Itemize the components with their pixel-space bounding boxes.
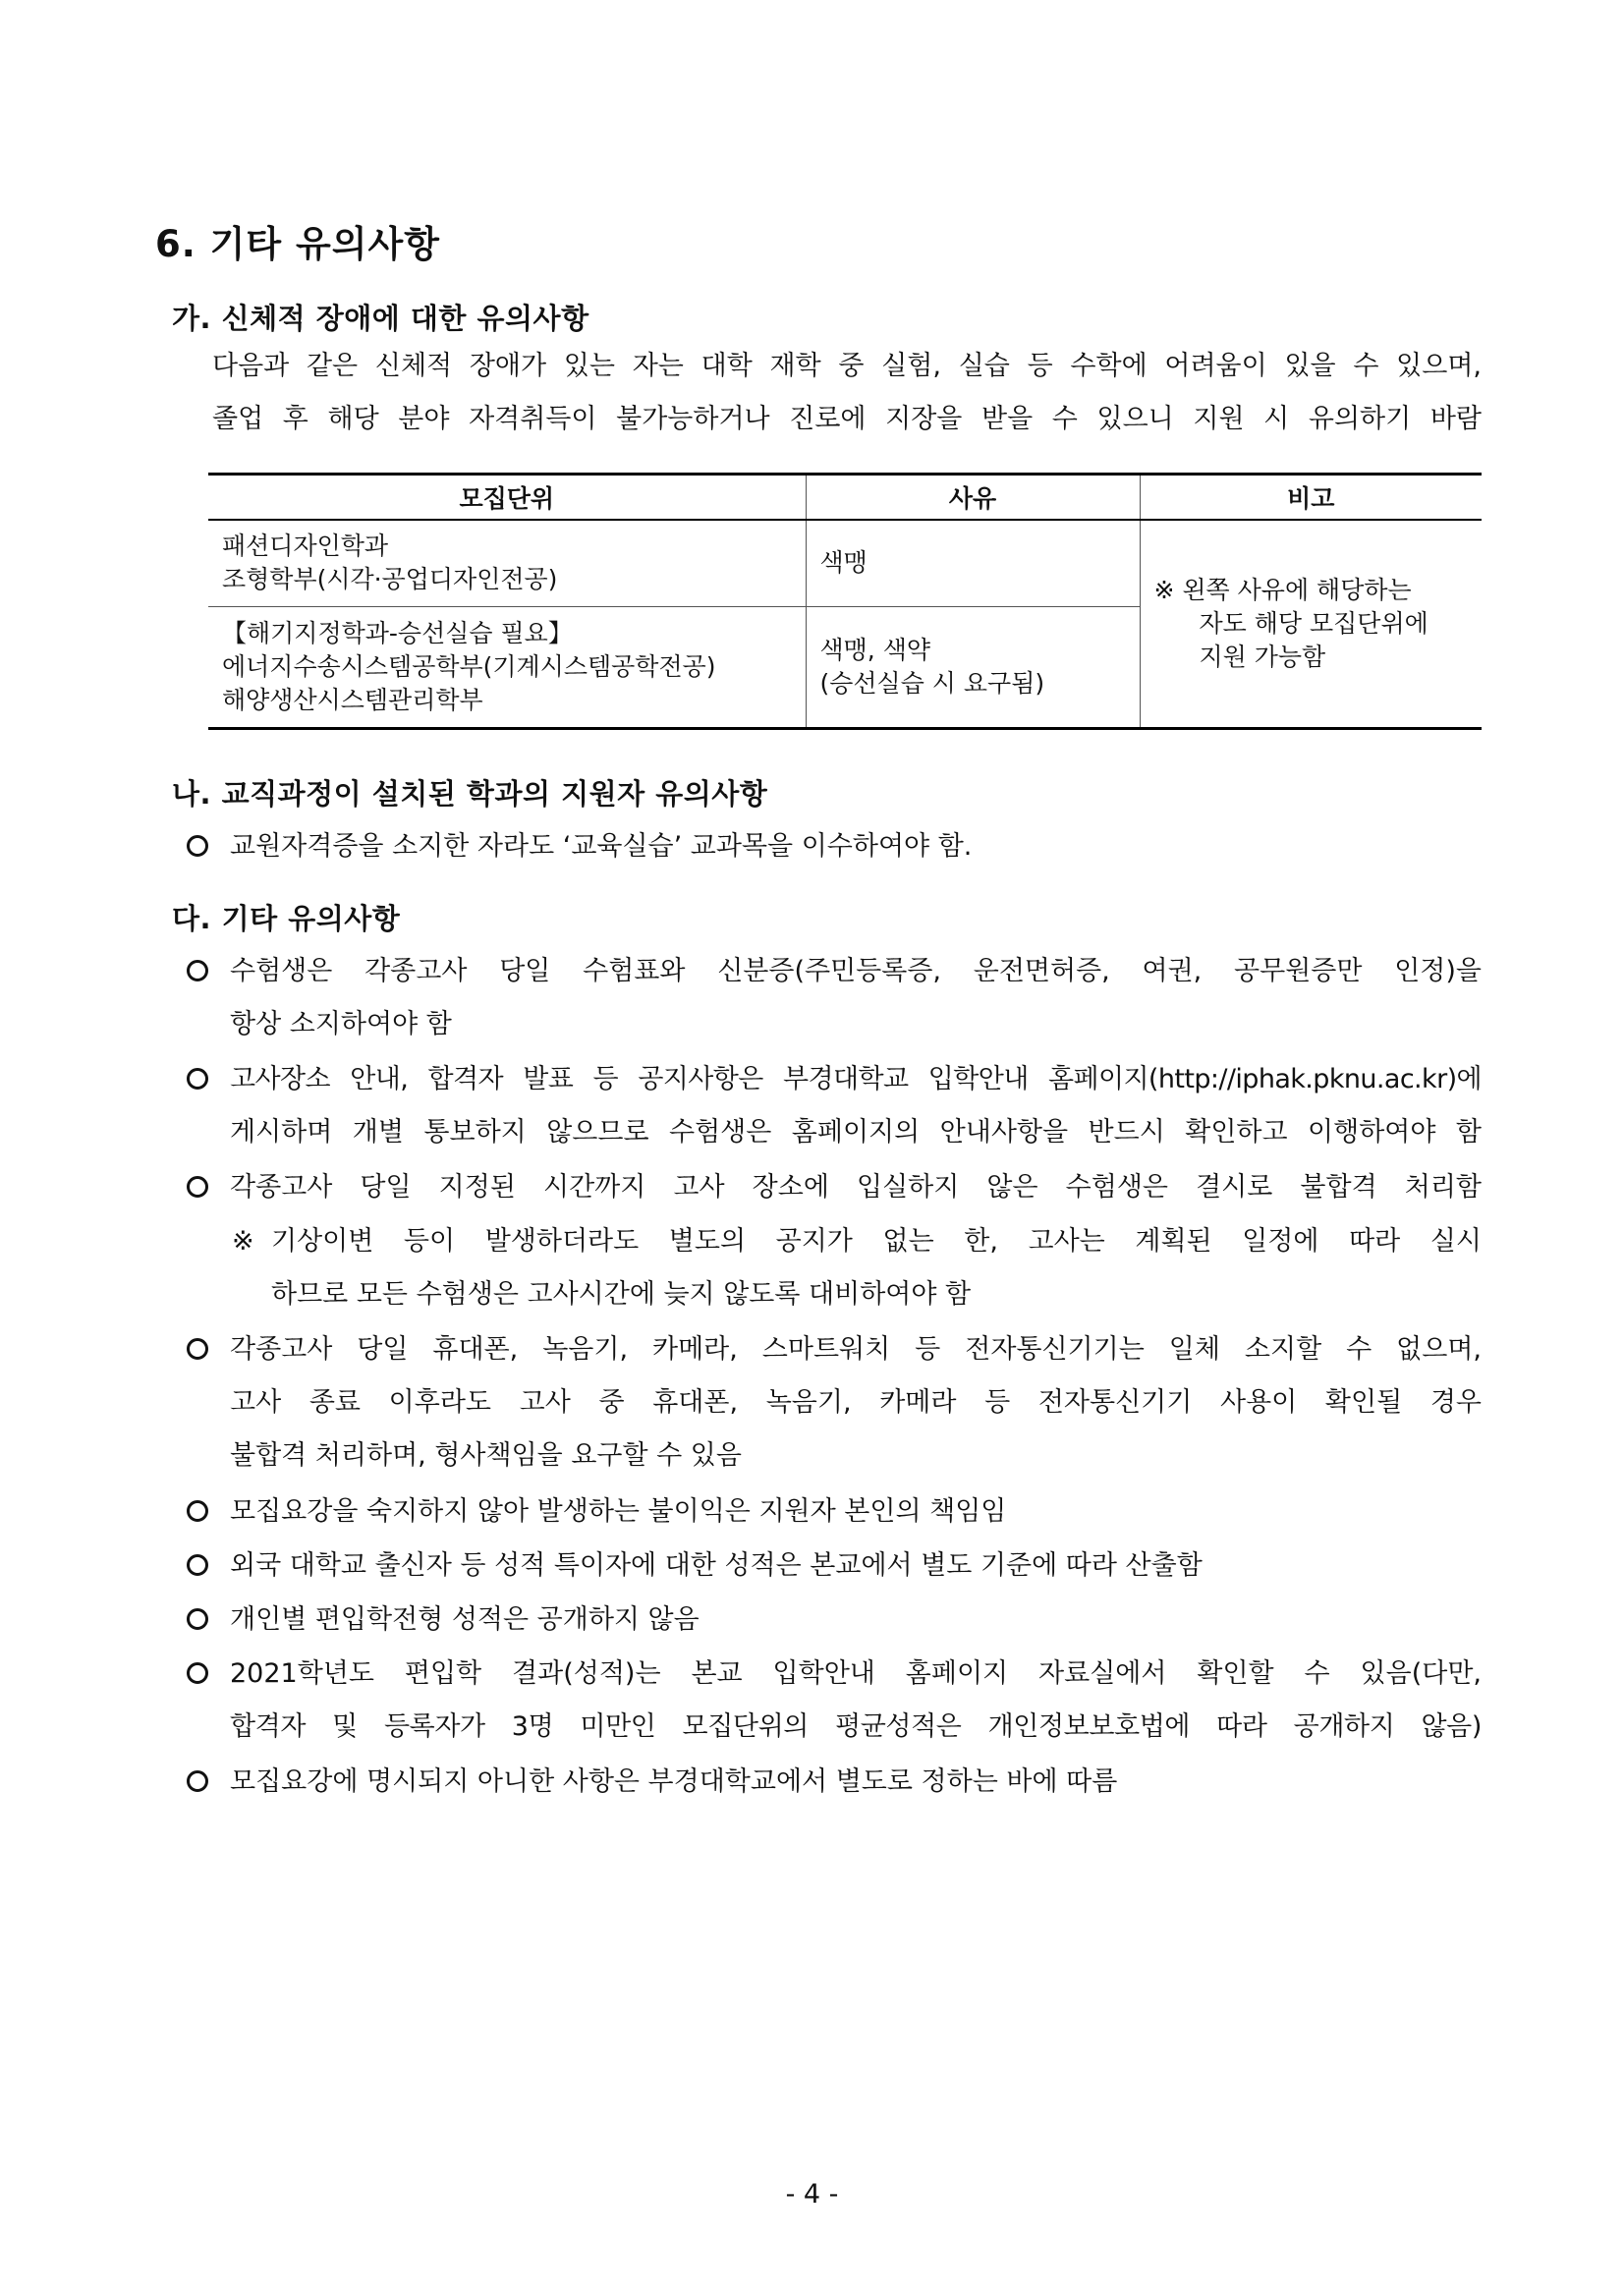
subsection-a-paragraph — [212, 340, 1482, 446]
list-item-text: 게시하며 개별 통보하지 않으므로 수험생은 홈페이지의 안내사항을 반드시 확인하고 이행하여야 함 — [230, 1117, 1482, 1148]
column-header: 모집단위 — [208, 475, 806, 521]
note-line: 지원 가능함 — [1199, 642, 1326, 671]
reason-cell — [806, 520, 1140, 606]
list-item — [187, 1756, 1482, 1809]
list-item-text: 모집요강에 명시되지 아니한 사항은 부경대학교에서 별도로 정하는 바에 따름 — [230, 1766, 1118, 1797]
subsection-b-heading: 나. 교직과정이 설치된 학과의 지원자 유의사항 — [172, 777, 768, 811]
sub-note-line: 하므로 모든 수험생은 고사시간에 늦지 않도록 대비하여야 함 — [271, 1279, 972, 1310]
list-item-text: 교원자격증을 소지한 자라도 ‘교육실습’ 교과목을 이수하여야 함. — [230, 831, 973, 862]
circle-bullet-icon — [187, 1648, 216, 1701]
column-header: 사유 — [806, 475, 1140, 521]
list-item-text: 각종고사 당일 휴대폰, 녹음기, 카메라, 스마트워치 등 전자통신기기는 일체 소지할 수 없으며, — [230, 1334, 1482, 1365]
circle-bullet-icon — [187, 820, 216, 873]
list-item — [187, 1053, 1482, 1159]
list-item-text: 고사장소 안내, 합격자 발표 등 공지사항은 부경대학교 입학안내 홈페이지(http://iphak.pknu.ac.kr)에 — [230, 1064, 1482, 1094]
paragraph-line: 졸업 후 해당 분야 자격취득이 불가능하거나 진로에 지장을 받을 수 있으니 지원 시 유의하기 바람 — [212, 404, 1482, 434]
paragraph-line: 다음과 같은 신체적 장애가 있는 자는 대학 재학 중 실험, 실습 등 수학에 어려움이 있을 수 있으며, — [212, 351, 1482, 381]
list-item-text: 모집요강을 숙지하지 않아 발생하는 불이익은 지원자 본인의 책임임 — [230, 1496, 1007, 1527]
unit-line: 패션디자인학과 — [222, 532, 389, 561]
list-item-text: 항상 소지하여야 함 — [230, 1009, 452, 1039]
circle-bullet-icon — [187, 1485, 216, 1539]
circle-bullet-icon — [187, 1756, 216, 1809]
column-header: 비고 — [1140, 475, 1482, 521]
unit-line: 해양생산시스템관리학부 — [222, 685, 483, 714]
reason-cell — [806, 606, 1140, 728]
list-item-text: 외국 대학교 출신자 등 성적 특이자에 대한 성적은 본교에서 별도 기준에 따라 산출함 — [230, 1550, 1203, 1581]
circle-bullet-icon — [187, 1540, 216, 1593]
list-item-text: 수험생은 각종고사 당일 수험표와 신분증(주민등록증, 운전면허증, 여권, 공무원증만 인정)을 — [230, 956, 1482, 986]
unit-line: 조형학부(시각·공업디자인전공) — [222, 565, 558, 594]
subsection-a-heading: 가. 신체적 장애에 대한 유의사항 — [172, 302, 589, 335]
circle-bullet-icon — [187, 1594, 216, 1647]
list-item — [187, 1485, 1482, 1539]
disability-table — [208, 473, 1482, 730]
list-item — [187, 1161, 1482, 1214]
unit-cell — [208, 520, 806, 606]
unit-line: 【해기지정학과-승선실습 필요】 — [222, 618, 573, 647]
note-line: ※ 왼쪽 사유에 해당하는 — [1153, 575, 1412, 604]
note-line: 자도 해당 모집단위에 — [1199, 608, 1428, 638]
circle-bullet-icon — [187, 1161, 216, 1214]
section-title: 6. 기타 유의사항 — [155, 223, 441, 265]
reason-line: 색맹 — [819, 548, 868, 578]
sub-note — [232, 1215, 1482, 1321]
list-item — [187, 945, 1482, 1051]
list-item-text: 합격자 및 등록자가 3명 미만인 모집단위의 평균성적은 개인정보보호법에 따라 공개하지 않음) — [230, 1711, 1482, 1742]
list-item — [187, 1540, 1482, 1593]
list-item-text: 2021학년도 편입학 결과(성적)는 본교 입학안내 홈페이지 자료실에서 확인할 수 있음(다만, — [230, 1658, 1482, 1689]
circle-bullet-icon — [187, 945, 216, 998]
unit-cell — [208, 606, 806, 728]
list-item-text: 개인별 편입학전형 성적은 공개하지 않음 — [230, 1604, 700, 1635]
circle-bullet-icon — [187, 1323, 216, 1376]
reason-line: (승선실습 시 요구됨) — [819, 668, 1045, 698]
subsection-c-heading: 다. 기타 유의사항 — [172, 902, 401, 935]
table-row — [208, 520, 1482, 606]
unit-line: 에너지수송시스템공학부(기계시스템공학전공) — [222, 651, 716, 681]
list-item — [187, 1323, 1482, 1483]
list-item — [187, 1594, 1482, 1647]
list-item-text: 각종고사 당일 지정된 시간까지 고사 장소에 입실하지 않은 수험생은 결시로 불합격 처리함 — [230, 1172, 1482, 1203]
note-cell — [1140, 520, 1482, 728]
page-number: - 4 - — [785, 2179, 839, 2210]
list-item — [187, 820, 1482, 873]
circle-bullet-icon — [187, 1053, 216, 1106]
reference-mark: ※ — [232, 1226, 254, 1257]
list-item-text: 불합격 처리하며, 형사책임을 요구할 수 있음 — [230, 1440, 742, 1471]
list-item-text: 고사 종료 이후라도 고사 중 휴대폰, 녹음기, 카메라 등 전자통신기기 사용이 확인될 경우 — [230, 1387, 1482, 1418]
sub-note-line: 기상이변 등이 발생하더라도 별도의 공지가 없는 한, 고사는 계획된 일정에 따라 실시 — [271, 1226, 1482, 1257]
table-header-row — [208, 475, 1482, 521]
reason-line: 색맹, 색약 — [819, 635, 930, 664]
list-item — [187, 1648, 1482, 1754]
